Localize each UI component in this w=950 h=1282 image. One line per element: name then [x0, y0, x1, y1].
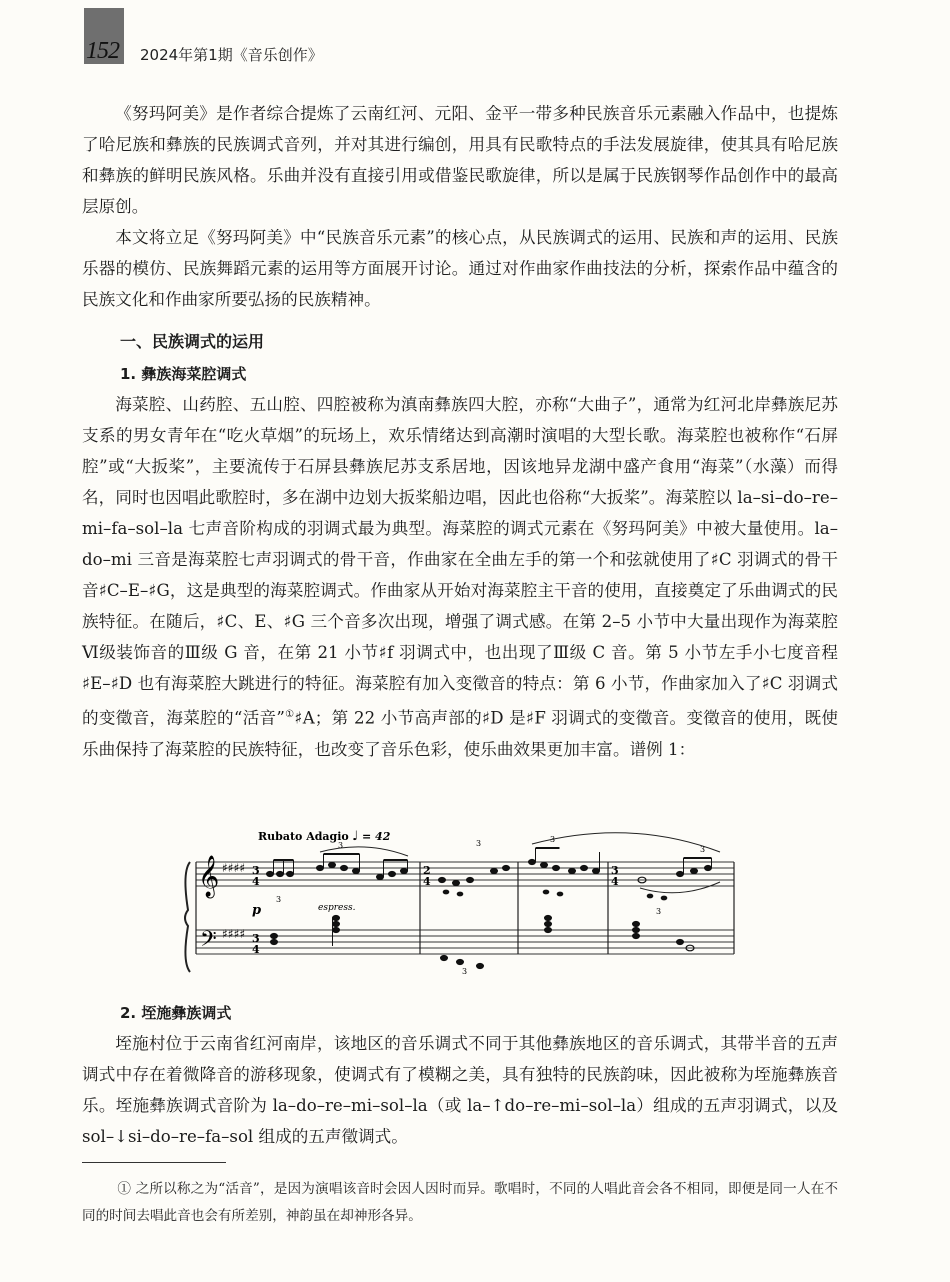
- time-sig-m4-b: 4: [611, 875, 619, 888]
- expression-marking: espress.: [318, 903, 356, 913]
- tuplet-mark-6: 3: [462, 967, 468, 976]
- body-paragraph-haicaiqiang: [82, 389, 838, 765]
- time-sig-top: 3: [252, 864, 260, 877]
- journal-header: 2024年第1期《音乐创作》: [140, 46, 323, 64]
- tempo-label: Rubato Adagio: [258, 830, 349, 843]
- time-sig-bottom: 4: [252, 875, 260, 888]
- tuplet-mark-3: 3: [476, 839, 482, 848]
- body-paragraph-dieshi: 垤施村位于云南省红河南岸，该地区的音乐调式不同于其他彝族地区的音乐调式，其带半音的五声调式中存在着微降音的游移现象，使调式有了模糊之美，具有独特的民族韵味，因此被称为垤施彝族音乐。垤施彝族调式音阶为 la–do–re–mi–sol–la（或 la–↑do–re–mi–sol–la）组成的五声羽调式，以及 sol–↓si–do–re–fa–sol 组成的五声徵调式。: [82, 1034, 838, 1146]
- subsection-heading-1: 1. 彝族海菜腔调式: [120, 365, 247, 383]
- footnote: ① 之所以称之为“活音”，是因为演唱该音时会因人因时而异。歌唱时，不同的人唱此音会各不相同，即便是同一人在不同的时间去唱此音也会有所差别，神韵虽在却神形各异。: [82, 1181, 838, 1224]
- tuplet-mark-5: 3: [700, 845, 706, 854]
- quarter-note-symbol: ♩: [352, 829, 359, 844]
- time-sig-m4: 3: [611, 864, 619, 877]
- tuplet-mark-7: 3: [656, 907, 662, 916]
- tempo-value: = 42: [362, 830, 391, 843]
- music-score-example: [180, 822, 740, 982]
- time-sig-m2: 2: [423, 864, 431, 877]
- section-heading: 一、民族调式的运用: [120, 332, 265, 351]
- tuplet-mark-2: 3: [338, 841, 344, 850]
- footnote-separator: [82, 1162, 226, 1163]
- paragraph-part-2: ♯A；第 22 小节高声部的♯D 是♯F 羽调式的变徵音。变徵音的使用，既使乐曲保持了海菜腔的民族特征，也改变了音乐色彩，使乐曲效果更加丰富。谱例 1：: [82, 708, 838, 759]
- treble-lower-voice: [443, 890, 668, 901]
- intro-paragraph-2: 本文将立足《努玛阿美》中“民族音乐元素”的核心点，从民族调式的运用、民族和声的运用、民族乐器的模仿、民族舞蹈元素的运用等方面展开讨论。通过对作曲家作曲技法的分析，探索作品中蕴含的民族文化和作曲家所要弘扬的民族精神。: [82, 228, 838, 309]
- dynamic-marking: p: [252, 903, 262, 918]
- key-signature-treble: ♯♯♯♯: [222, 861, 246, 875]
- tuplet-mark-1: 3: [276, 895, 282, 904]
- bass-clef-icon: 𝄢: [200, 927, 217, 957]
- tuplet-mark-4: 3: [550, 835, 556, 844]
- time-sig-m2-b: 4: [423, 875, 431, 888]
- footnote-marker: ①: [284, 709, 295, 720]
- treble-clef-icon: 𝄞: [198, 856, 220, 897]
- key-signature-bass: ♯♯♯♯: [222, 927, 246, 941]
- paragraph-part-1: 海菜腔、山药腔、五山腔、四腔被称为滇南彝族四大腔，亦称“大曲子”，通常为红河北岸彝族尼苏支系的男女青年在“吃火草烟”的玩场上，欢乐情绪达到高潮时演唱的大型长歌。海菜腔也被称作“石屏腔”或“大扳桨”，主要流传于石屏县彝族尼苏支系居地，因该地异龙湖中盛产食用“海菜”（水藻）而得名，同时也因唱此歌腔时，多在湖中边划大扳桨船边唱，因此也俗称“大扳桨”。海菜腔以 la–si–do–re–mi–fa–sol–la 七声音阶构成的羽调式最为典型。海菜腔的调式元素在《努玛阿美》中被大量使用。la–do–mi 三音是海菜腔七声羽调式的骨干音，作曲家在全曲左手的第一个和弦就使用了♯C 羽调式的骨干音♯C–E–♯G，这是典型的海菜腔调式。作曲家从开始对海菜腔主干音的使用，直接奠定了乐曲调式的民族特征。在随后，♯C、E、♯G 三个音多次出现，增强了调式感。在第 2–5 小节中大量出现作为海菜腔Ⅵ级装饰音的Ⅲ级 G 音，在第 21 小节♯f 羽调式中，也出现了Ⅲ级 C 音。第 5 小节左手小七度音程♯E–♯D 也有海菜腔大跳进行的特征。海菜腔有加入变徵音的特点：第 6 小节，作曲家加入了♯C 羽调式的变徵音，海菜腔的“活音”: [82, 395, 838, 728]
- main-content: [82, 98, 838, 765]
- time-sig-bass-bottom: 4: [252, 943, 260, 956]
- time-sig-bass-top: 3: [252, 932, 260, 945]
- section-2: [82, 996, 838, 1152]
- intro-paragraph-1: 《努玛阿美》是作者综合提炼了云南红河、元阳、金平一带多种民族音乐元素融入作品中，也提炼了哈尼族和彝族的民族调式音列，并对其进行编创，用具有民歌特点的手法发展旋律，使其具有哈尼族和彝族的鲜明民族风格。乐曲并没有直接引用或借鉴民歌旋律，所以是属于民族钢琴作品创作中的最高层原创。: [82, 104, 838, 216]
- subsection-heading-2: 2. 垤施彝族调式: [120, 1004, 232, 1022]
- grand-staff-brace: [185, 862, 190, 972]
- page-number: 152: [86, 38, 119, 64]
